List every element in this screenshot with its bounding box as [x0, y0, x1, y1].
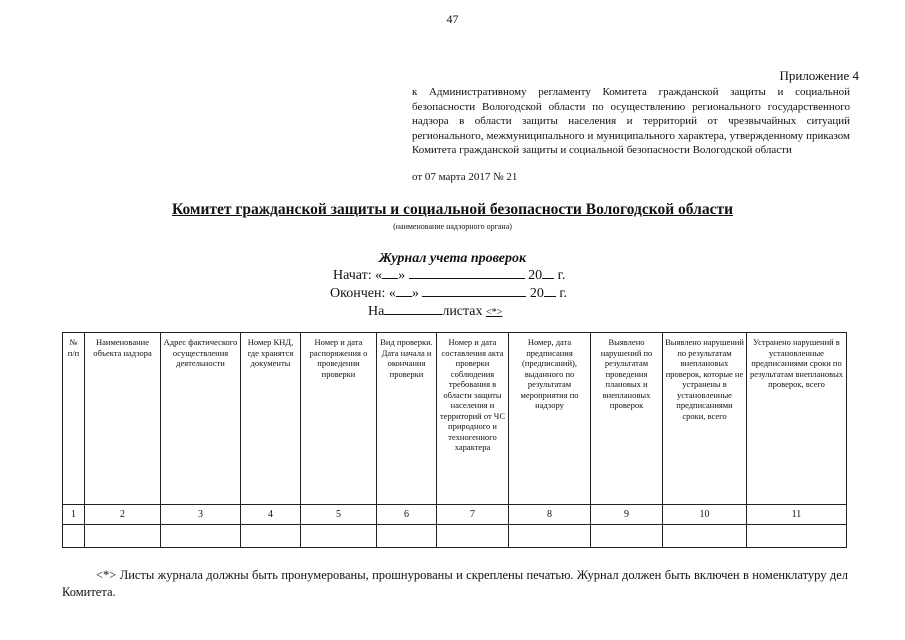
header-cell: Номер и дата распоряжения о проведении проверки: [301, 333, 377, 505]
column-number: 11: [747, 505, 847, 525]
sheets-label: листах: [442, 304, 483, 319]
empty-cell: [509, 525, 591, 548]
empty-cell: [301, 525, 377, 548]
finished-quote: »: [411, 286, 419, 301]
empty-cell: [161, 525, 241, 548]
header-cell: Номер КНД, где хранятся документы: [241, 333, 301, 505]
header-cell: Вид проверки. Дата начала и окончания проверки: [377, 333, 437, 505]
started-year-prefix: 20: [528, 268, 543, 283]
finished-year-prefix: 20: [529, 286, 544, 301]
column-number: 3: [161, 505, 241, 525]
sheets-count-line: [384, 302, 442, 315]
column-number: 5: [301, 505, 377, 525]
empty-cell: [437, 525, 509, 548]
finished-row: [330, 284, 567, 302]
page-number: 47: [446, 12, 459, 26]
started-year-suffix: г.: [557, 268, 566, 283]
started-quote: »: [398, 268, 406, 283]
empty-cell: [663, 525, 747, 548]
header-cell: Адрес фактического осуществления деятельности: [161, 333, 241, 505]
header-cell: Номер, дата предписания (предписаний), выданного по результатам мероприятия по надзору: [509, 333, 591, 505]
started-label: Начат: «: [333, 268, 383, 283]
committee-caption: (наименование надзорного органа): [393, 222, 512, 231]
empty-cell: [377, 525, 437, 548]
started-year-line: [542, 266, 554, 279]
sheets-row: [368, 302, 502, 320]
column-number-row: [63, 505, 847, 525]
appendix-title: Приложение 4: [779, 68, 859, 83]
footnote: <*> Листы журнала должны быть пронумерованы, прошнурованы и скреплены печатью. Журнал должен быть включен в номенклатуру дел Комитета.: [62, 568, 848, 599]
sheets-note: <*>: [486, 307, 503, 318]
finished-month-line: [422, 284, 526, 297]
empty-cell: [747, 525, 847, 548]
column-number: 6: [377, 505, 437, 525]
column-number: 10: [663, 505, 747, 525]
header-cell: № п/п: [63, 333, 85, 505]
started-month-line: [409, 266, 525, 279]
finished-year-line: [544, 284, 556, 297]
finished-day-line: [396, 284, 412, 297]
appendix-date: от 07 марта 2017 № 21: [412, 171, 518, 183]
appendix-text: к Административному регламенту Комитета гражданской защиты и социальной безопасности Вологодской области по осуществлению регионального государственного надзора в области защиты населения и территорий от чрезвычайных ситуаций регионального, межмуниципального и муниципального характера, утвержденному приказом Комитета гражданской защиты и социальной безопасности Вологодской области: [412, 86, 850, 156]
header-row: [63, 333, 847, 505]
sheets-prefix: На: [368, 304, 385, 319]
finished-label: Окончен: «: [330, 286, 396, 301]
header-cell: Наименование объекта надзора: [85, 333, 161, 505]
empty-cell: [63, 525, 85, 548]
column-number: 8: [509, 505, 591, 525]
committee-name: Комитет гражданской защиты и социальной безопасности Вологодской области: [172, 201, 733, 218]
finished-year-suffix: г.: [559, 286, 568, 301]
header-cell: Устранено нарушений в установленные предписаниями сроки по результатам внеплановых проверок, всего: [747, 333, 847, 505]
header-cell: Выявлено нарушений по результатам внеплановых проверок, которые не устранены в установленные предписаниями сроки, всего: [663, 333, 747, 505]
empty-cell: [85, 525, 161, 548]
journal-title: Журнал учета проверок: [378, 251, 527, 266]
column-number: 2: [85, 505, 161, 525]
empty-cell: [241, 525, 301, 548]
started-row: [333, 266, 565, 284]
empty-table-row: [63, 525, 847, 548]
column-number: 9: [591, 505, 663, 525]
empty-cell: [591, 525, 663, 548]
header-cell: Выявлено нарушений по результатам проведения плановых и внеплановых проверок: [591, 333, 663, 505]
column-number: 1: [63, 505, 85, 525]
journal-table: [62, 332, 847, 548]
column-number: 7: [437, 505, 509, 525]
started-day-line: [382, 266, 398, 279]
column-number: 4: [241, 505, 301, 525]
header-cell: Номер и дата составления акта проверки соблюдения требования в области защиты населения и территорий от ЧС природного и техногенного характера: [437, 333, 509, 505]
